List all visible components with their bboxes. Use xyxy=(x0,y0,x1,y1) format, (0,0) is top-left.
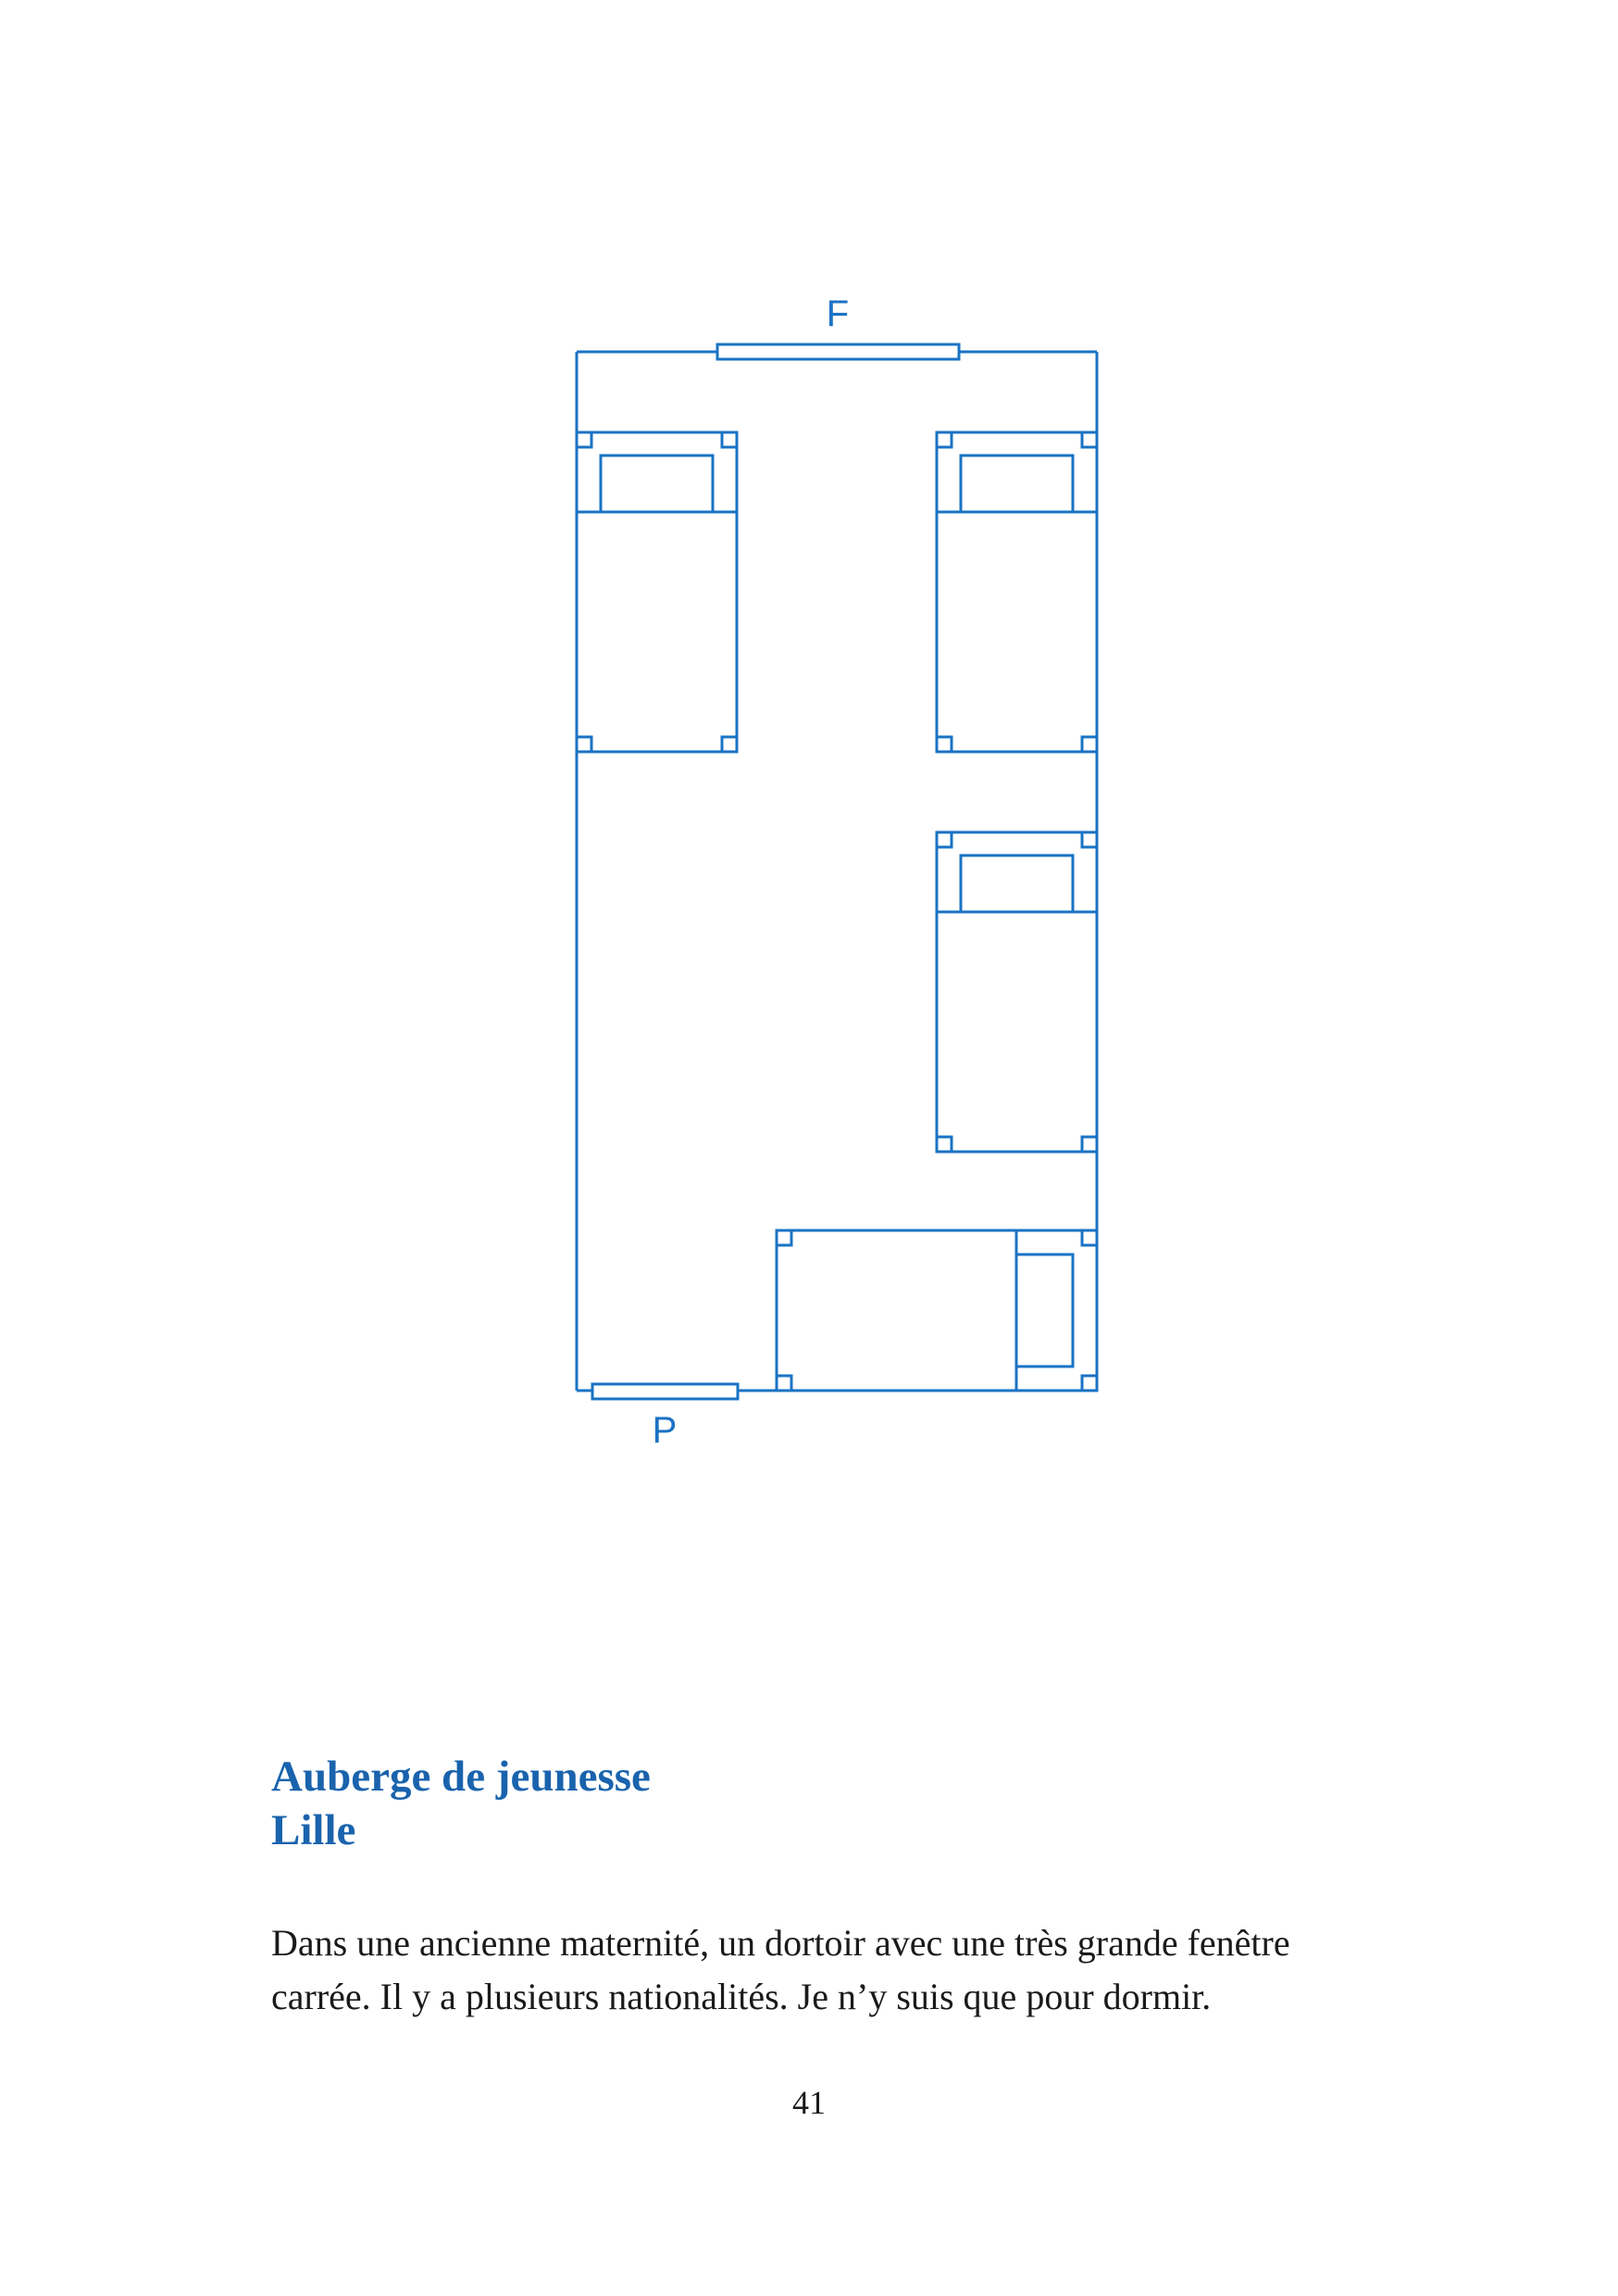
bed-bottom xyxy=(777,1230,1097,1391)
pillow xyxy=(961,855,1073,912)
window xyxy=(717,344,959,359)
description-line-2: carrée. Il y a plusieurs nationalités. Je n’y suis que pour dormir. xyxy=(271,1976,1212,2017)
bed-top-left xyxy=(577,432,737,752)
entry-description xyxy=(271,1916,1438,2024)
door xyxy=(592,1384,738,1399)
page-number: 41 xyxy=(792,2084,826,2121)
pillow xyxy=(961,455,1073,512)
description-line-1: Dans une ancienne maternité, un dortoir avec une très grande fenêtre xyxy=(271,1922,1290,1964)
entry-title: Auberge de jeunesse xyxy=(271,1753,651,1801)
window-label: F xyxy=(826,293,850,334)
room-walls xyxy=(577,352,1097,1391)
bed-middle-right xyxy=(937,832,1097,1152)
entry-city: Lille xyxy=(271,1806,356,1854)
pillow xyxy=(1016,1254,1073,1366)
bed-top-right xyxy=(937,432,1097,752)
pillow xyxy=(601,455,713,512)
door-label: P xyxy=(652,1410,678,1451)
entry-heading xyxy=(271,1750,651,1857)
